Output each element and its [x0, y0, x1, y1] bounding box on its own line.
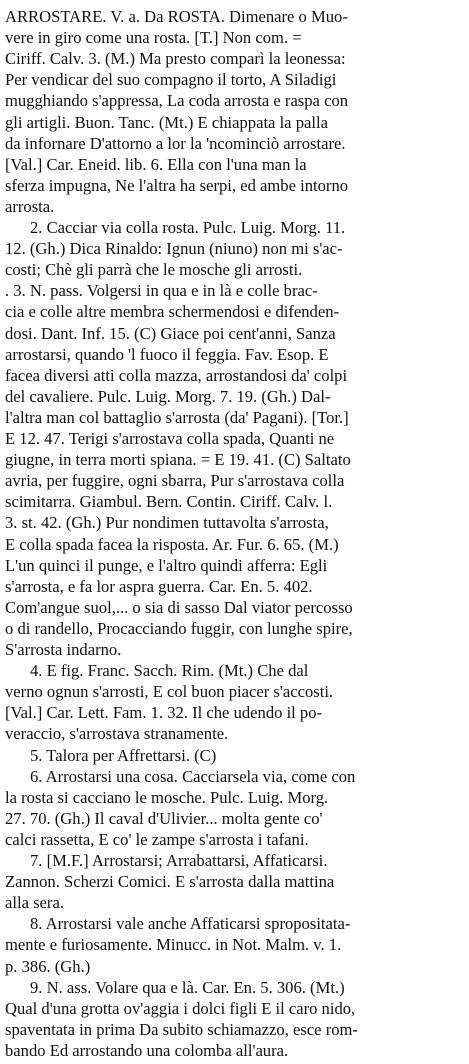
entry-line: mugghiando s'appressa, La coda arrosta e raspa con: [5, 91, 349, 111]
entry-line: facea diversi atti colla mazza, arrostandosi da' colpi: [5, 365, 348, 385]
entry-line: sferza impugna, Ne l'altra ha serpi, ed ambe intorno: [5, 175, 349, 195]
entry-line: bando Ed arrostando una colomba all'aura.: [5, 1040, 289, 1060]
entry-line: calci rassetta, E co' le zampe s'arrosta i tafani.: [5, 829, 309, 849]
entry-line: Ciriff. Calv. 3. (M.) Ma presto comparì la leonessa:: [5, 49, 346, 69]
entry-line: avria, per fuggire, ogni sbarra, Pur s'arrostava colla: [5, 471, 345, 491]
entry-line: costi; Chè gli parrà che le mosche gli arrosti.: [5, 260, 303, 280]
entry-line: mente e furiosamente. Minucc. in Not. Malm. v. 1.: [5, 935, 342, 955]
sense-8-line: 8. Arrostarsi vale anche Affaticarsi spropositata-: [30, 914, 351, 934]
entry-line: S'arrosta indarno.: [5, 640, 122, 659]
entry-line: dosi. Dant. Inf. 15. (C) Giace poi cent'anni, Sanza: [5, 323, 336, 343]
entry-line: scimitarra. Giambul. Bern. Contin. Ciriff. Calv. l.: [5, 492, 333, 512]
entry-line: o di randello, Procacciando fuggir, con lunghe spire,: [5, 618, 353, 638]
entry-line: veraccio, s'arrostava stranamente.: [5, 724, 229, 744]
entry-line: alla sera.: [5, 893, 64, 913]
entry-line: p. 386. (Gh.): [5, 956, 91, 976]
sense-7-line: 7. [M.F.] Arrostarsi; Arrabattarsi, Affaticarsi.: [30, 851, 328, 870]
sense-5-line: 5. Talora per Affrettarsi. (C): [30, 745, 217, 765]
entry-line: E colla spada facea la risposta. Ar. Fur. 6. 65. (M.): [5, 534, 339, 554]
entry-line: [Val.] Car. Lett. Fam. 1. 32. Il che udendo il po-: [5, 703, 323, 723]
entry-line: giugne, in terra morti spiana. = E 19. 41. (C) Saltato: [5, 450, 351, 470]
entry-line: E 12. 47. Terigi s'arrostava colla spada, Quanti ne: [5, 429, 335, 448]
sense-3-line: . 3. N. pass. Volgersi in qua e in là e colle brac-: [5, 281, 318, 301]
entry-line: gli artigli. Buon. Tanc. (Mt.) E chiappata la palla: [5, 112, 328, 132]
entry-line: del cavaliere. Pulc. Luig. Morg. 7. 19. (Gh.) Dal-: [5, 386, 331, 406]
entry-line: s'arrosta, e fa lor aspra guerra. Car. En. 5. 402.: [5, 576, 313, 596]
entry-line: spaventata in prima Da subito schiamazzo, esce rom-: [5, 1019, 358, 1039]
entry-line: la rosta si cacciano le mosche. Pulc. Luig. Morg.: [5, 787, 329, 807]
sense-6-line: 6. Arrostarsi una cosa. Cacciarsela via, come con: [30, 766, 356, 786]
entry-line: arrostarsi, quando 'l fuoco il feggia. Fav. Esop. E: [5, 344, 329, 364]
entry-line: L'un quinci il punge, e l'altro quindi afferra: Egli: [5, 555, 328, 575]
entry-line: Per vendicar del suo compagno il torto, A Siladigi: [5, 70, 337, 90]
entry-line: [Val.] Car. Eneid. lib. 6. Ella con l'una man la: [5, 154, 307, 174]
sense-2-line: 2. Cacciar via colla rosta. Pulc. Luig. Morg. 11.: [30, 218, 346, 237]
entry-line: cia e colle altre membra schermendosi e difenden-: [5, 302, 340, 322]
entry-line: 12. (Gh.) Dica Rinaldo: Ignun (niuno) non mi s'ac-: [5, 239, 343, 259]
entry-line: l'altra man col battaglio s'arrosta (da' Pagani). [Tor.]: [5, 407, 349, 427]
entry-line: Com'angue suol,... o sia di sasso Dal viator percosso: [5, 597, 353, 617]
entry-line: vere in giro come una rosta. [T.] Non com. =: [5, 28, 302, 48]
entry-line: arrosta.: [5, 196, 55, 216]
entry-line: da infornare D'attorno a lor la 'ncominciò arrostare.: [5, 133, 346, 153]
entry-line: 3. st. 42. (Gh.) Pur nondimen tuttavolta s'arrosta,: [5, 513, 329, 533]
sense-9-line: 9. N. ass. Volare qua e là. Car. En. 5. 306. (Mt.): [30, 977, 345, 997]
sense-4-line: 4. E fig. Franc. Sacch. Rim. (Mt.) Che dal: [30, 661, 309, 681]
entry-line: 27. 70. (Gh.) Il caval d'Ulivier... molta gente co': [5, 808, 323, 828]
entry-headline: ARROSTARE. V. a. Da ROSTA. Dimenare o Muo-: [5, 7, 348, 26]
entry-line: Zannon. Scherzi Comici. E s'arrosta dalla mattina: [5, 872, 335, 892]
entry-line: Qual d'una grotta ov'aggia i dolci figli E il caro nido,: [5, 998, 356, 1018]
entry-line: verno ognun s'arrosti, E col buon piacer s'accosti.: [5, 682, 334, 702]
